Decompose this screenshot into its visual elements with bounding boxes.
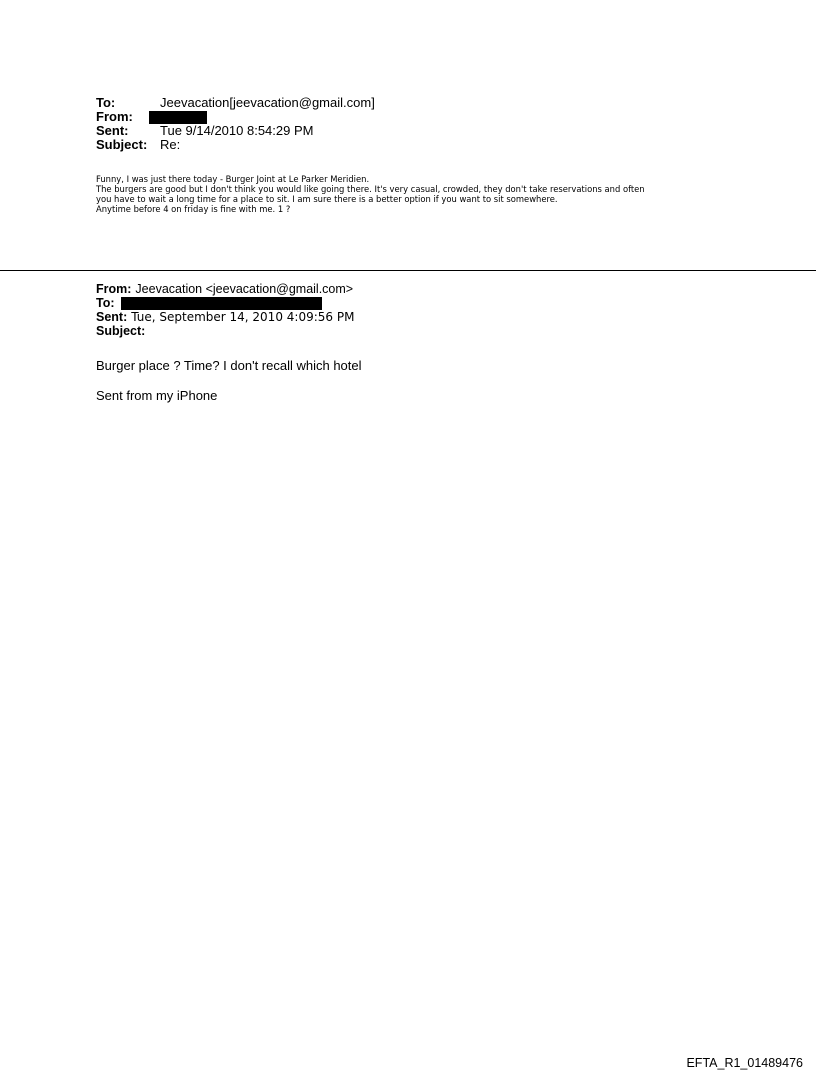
message1-body-line: Funny, I was just there today - Burger Joint at Le Parker Meridien. [96, 174, 370, 184]
message2-to-label: To: [96, 296, 115, 310]
message2-from-label: From: [96, 282, 132, 296]
document-id: EFTA_R1_01489476 [686, 1056, 803, 1070]
message-separator [0, 270, 816, 271]
message2-to-row [96, 296, 354, 310]
message1-from-redaction [149, 111, 207, 124]
message1-body-line: you have to wait a long time for a place to sit. I am sure there is a better option if you want to sit somewhere. [96, 194, 558, 204]
message2-body-paragraph: Burger place ? Time? I don't recall which hotel [96, 358, 362, 373]
message1-from-label: From: [96, 109, 133, 124]
message2-from-row [96, 282, 354, 296]
message2-sent-row [96, 310, 354, 324]
message1-sent-value: Tue 9/14/2010 8:54:29 PM [160, 123, 314, 138]
message1-from-row [96, 110, 375, 124]
message2-body [96, 358, 362, 418]
message2-subject-label: Subject: [96, 324, 146, 338]
message1-subject-label: Subject: [96, 137, 148, 152]
message1-to-label: To: [96, 95, 116, 110]
message2-sent-label: Sent: [96, 310, 128, 324]
message1-subject-value: Re: [160, 137, 181, 152]
message1-sent-label: Sent: [96, 123, 129, 138]
message2-from-value: Jeevacation <jeevacation@gmail.com> [135, 282, 354, 296]
message1-header [96, 96, 375, 152]
message1-sent-row [96, 124, 375, 138]
message2-signature: Sent from my iPhone [96, 388, 218, 403]
message2-header [96, 282, 354, 338]
message2-to-redaction [121, 297, 322, 310]
message1-body [96, 174, 645, 214]
message2-subject-row [96, 324, 354, 338]
message1-to-value: Jeevacation[jeevacation@gmail.com] [160, 95, 375, 110]
message1-subject-row [96, 138, 375, 152]
message1-body-line: The burgers are good but I don't think you would like going there. It's very casual, crowded, they don't take reservations and often [96, 184, 645, 194]
message2-sent-value: Tue, September 14, 2010 4:09:56 PM [131, 310, 355, 324]
message1-body-line: Anytime before 4 on friday is fine with me. 1 ? [96, 204, 291, 214]
message1-to-row [96, 96, 375, 110]
